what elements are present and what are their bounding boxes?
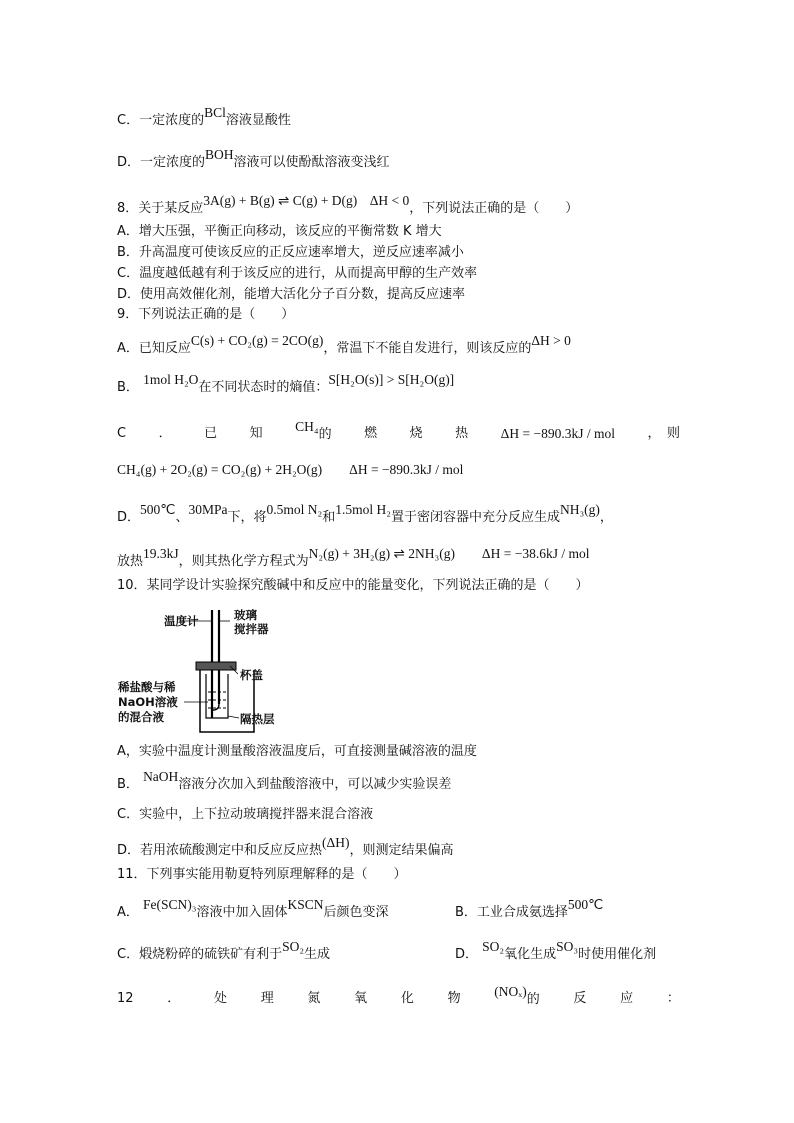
q10-option-a: A，实验中温度计测量酸溶液温度后，可直接测量碱溶液的温度 [117,744,477,759]
q11-stem: 11．下列事实能用勒夏特列原理解释的是（ ） [117,867,407,882]
q8-reaction: 3A(g) + B(g) ⇌ C(g) + D(g) [203,193,358,208]
q12-stem: 12 ． 处 理 氮 氧 化 物 (NOₓ)的 反 应 ： [117,984,680,1007]
q9b-amount: 1mol H₂O [143,372,199,387]
insulation-label: 隔热层 [240,712,275,726]
q8-option-a: A．增大压强，平衡正向移动，该反应的平衡常数 K 增大 [117,224,442,239]
q9-option-a: A．已知反应C(s) + CO₂(g) = 2CO(g)，常温下不能自发进行，则该反应的ΔH > 0 [117,333,571,356]
q11-option-a: A． Fe(SCN)₃溶液中加入固体KSCN后颜色变深 [117,897,389,920]
formula-naoh: NaOH [143,769,179,784]
q11-option-b: B．工业合成氨选择500℃ [455,897,604,920]
q9-option-d-continued: 放热19.3kJ，则其热化学方程式为N₂(g) + 3H₂(g) ⇌ 2NH₃(g) ΔH = −38.6kJ / mol [117,546,590,569]
q9-option-d: D．500℃、30MPa下，将0.5mol N₂和1.5mol H₂置于密闭容器中充分反应生成NH₃(g)， [117,502,613,525]
formula-boh: BOH [205,147,234,162]
formula-nox: (NOₓ) [494,984,527,999]
q10-option-b: B． NaOH溶液分次加入到盐酸溶液中，可以减少实验误差 [117,769,452,792]
mixture-label-line1: 稀盐酸与稀 [118,680,176,694]
q9d-equation: N₂(g) + 3H₂(g) ⇌ 2NH₃(g) ΔH = −38.6kJ / mol [308,546,590,561]
q9c-dh: ΔH = −890.3kJ / mol [500,426,615,441]
q9-stem: 9．下列说法正确的是（ ） [117,307,295,322]
thermometer-label: 温度计 [164,614,199,628]
mixture-label-line2: NaOH溶液 [118,695,178,709]
q9a-condition: ΔH > 0 [531,333,571,348]
q9c-equation: CH₄(g) + 2O₂(g) = CO₂(g) + 2H₂O(g) ΔH = −890.3kJ / mol [117,462,464,477]
q8-dh: ΔH < 0 [369,193,410,208]
q9b-entropy-expr: S[H₂O(s)] > S[H₂O(g)] [328,372,455,387]
formula-ch4: CH₄ [295,419,319,434]
q11-option-c: C．煅烧粉碎的硫铁矿有利于SO₂生成 [117,939,331,962]
q8-option-b: B．升高温度可使该反应的正反应速率增大，逆反应速率减小 [117,245,464,260]
q8-option-c: C．温度越低越有利于该反应的进行，从而提高甲醇的生产效率 [117,266,478,281]
q9-option-b: B． 1mol H₂O在不同状态时的熵值：S[H₂O(s)] > S[H₂O(g)] [117,372,455,395]
calorimeter-figure [118,608,318,738]
q10-option-d: D．若用浓硫酸测定中和反应反应热(ΔH)，则测定结果偏高 [117,835,454,858]
glass-stirrer-label-line2: 搅拌器 [234,622,269,636]
mixture-label-line3: 的混合液 [118,710,164,724]
q7-option-c: C．一定浓度的BCl溶液显酸性 [117,105,291,128]
lid-label: 杯盖 [240,668,263,682]
q9a-reaction: C(s) + CO₂(g) = 2CO(g) [190,333,324,348]
q10-stem: 10．某同学设计实验探究酸碱中和反应中的能量变化，下列说法正确的是（ ） [117,578,589,593]
q9-option-c: C ． 已 知 CH₄的 燃 烧 热 ΔH = −890.3kJ / mol ， 则 [117,419,680,442]
q11-option-d: D． SO₂氧化生成SO₃时使用催化剂 [455,939,657,962]
formula-bcl: BCl [204,105,226,120]
q8-option-d: D．使用高效催化剂，能增大活化分子百分数，提高反应速率 [117,287,466,302]
formula-dh: (ΔH) [322,835,350,850]
q10-option-c: C．实验中，上下拉动玻璃搅拌器来混合溶液 [117,807,374,822]
q7-option-d: D．一定浓度的BOH溶液可以使酚酞溶液变浅红 [117,147,390,170]
glass-stirrer-label-line1: 玻璃 [234,608,257,622]
q8-stem: 8．关于某反应3A(g) + B(g) ⇌ C(g) + D(g) ΔH < 0，下列说法正确的是（ ） [117,193,579,216]
